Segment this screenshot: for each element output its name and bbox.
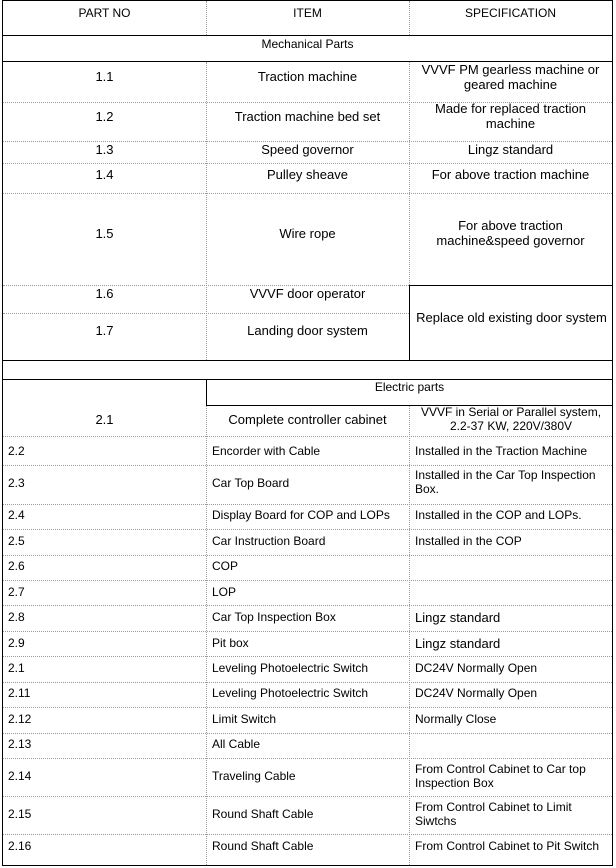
rule-row (3, 436, 612, 437)
section-title-electric: Electric parts (374, 380, 445, 394)
item-name: Speed governor (261, 141, 354, 157)
part-no: 2.5 (8, 534, 25, 548)
col-divider-door-merge (409, 285, 410, 360)
header-part-no: PART NO (78, 6, 131, 20)
part-no: 2.15 (8, 807, 32, 821)
spec-text: Made for replaced traction machine (434, 101, 587, 131)
spec-text: For above traction machine (431, 166, 590, 182)
spec-text: Lingz standard (415, 609, 501, 625)
item-name: All Cable (212, 737, 261, 751)
spec-text: Lingz standard (415, 635, 501, 651)
rule-row (3, 529, 612, 530)
part-no: 1.2 (95, 108, 114, 124)
spec-text: From Control Cabinet to Limit Siwtchs (415, 800, 572, 828)
item-name: Complete controller cabinet (228, 411, 387, 427)
col-divider (409, 406, 410, 865)
spec-text: DC24V Normally Open (415, 661, 538, 675)
spec-text-merged: Replace old existing door system (416, 309, 607, 325)
item-name: COP (212, 559, 239, 573)
item-name: Leveling Photoelectric Switch (212, 686, 369, 700)
item-name: Car Top Inspection Box (212, 610, 336, 624)
spec-text: From Control Cabinet to Pit Switch (415, 839, 600, 853)
spec-text: DC24V Normally Open (415, 686, 538, 700)
item-name: Display Board for COP and LOPs (212, 508, 390, 522)
rule-row (3, 504, 612, 505)
part-no: 2.1 (95, 411, 114, 427)
item-name: Car Top Board (212, 476, 290, 490)
item-name: Landing door system (247, 322, 368, 338)
rule-row (3, 193, 612, 194)
part-no: 2.7 (8, 585, 25, 599)
spec-text: VVVF in Serial or Parallel system, 2.2-37 KW, 220V/380V (420, 405, 602, 433)
part-no: 1.4 (95, 166, 114, 182)
part-no: 2.8 (8, 610, 25, 624)
rule-row (3, 796, 612, 797)
rule-mech-end (2, 360, 613, 361)
part-no: 2.16 (8, 839, 32, 853)
part-no: 2.9 (8, 636, 25, 650)
item-name: LOP (212, 585, 237, 599)
spec-text: Lingz standard (467, 141, 554, 157)
rule-row (3, 834, 612, 835)
rule-door-merge-top (409, 285, 613, 286)
spec-text: Installed in the Car Top Inspection Box. (415, 468, 596, 496)
rule-row (3, 631, 612, 632)
rule-row (3, 733, 612, 734)
spec-text: Installed in the COP (415, 534, 522, 548)
part-no: 2.6 (8, 559, 25, 573)
rule-row (3, 656, 612, 657)
spec-text: For above traction machine&speed governor (436, 218, 585, 248)
part-no: 2.4 (8, 508, 25, 522)
section-title-mechanical: Mechanical Parts (261, 37, 354, 51)
header-specification: SPECIFICATION (464, 6, 557, 20)
item-name: Encorder with Cable (212, 444, 321, 458)
part-no: 2.3 (8, 476, 25, 490)
part-no: 2.12 (8, 712, 32, 726)
part-no: 2.13 (8, 737, 32, 751)
part-no: 1.5 (95, 225, 114, 241)
item-name: Leveling Photoelectric Switch (212, 661, 369, 675)
rule-row (3, 580, 612, 581)
rule-row (3, 758, 612, 759)
part-no: 1.3 (95, 141, 114, 157)
rule-row (3, 707, 612, 708)
header-item: ITEM (293, 6, 322, 20)
part-no: 2.11 (8, 686, 31, 700)
item-name: VVVF door operator (249, 285, 366, 301)
item-name: Traveling Cable (212, 769, 296, 783)
rule-row (3, 465, 612, 466)
item-name: Pit box (212, 636, 249, 650)
part-no: 1.7 (95, 322, 114, 338)
item-name: Limit Switch (212, 712, 277, 726)
spec-text: VVVF PM gearless machine or geared machine (421, 62, 600, 92)
part-no: 1.1 (95, 68, 114, 84)
item-name: Traction machine bed set (234, 108, 381, 124)
spec-text: Normally Close (415, 712, 497, 726)
col-divider (206, 406, 207, 865)
spec-text: From Control Cabinet to Car top Inspection Box (415, 762, 586, 790)
item-name: Traction machine (257, 68, 358, 84)
part-no: 2.2 (8, 444, 25, 458)
part-no: 1.6 (95, 285, 114, 301)
spec-text: Installed in the Traction Machine (415, 444, 588, 458)
spec-text: Installed in the COP and LOPs. (415, 508, 582, 522)
part-no: 2.14 (8, 769, 32, 783)
item-name: Round Shaft Cable (212, 839, 314, 853)
item-name: Wire rope (279, 225, 336, 241)
rule-row (3, 682, 612, 683)
item-name: Round Shaft Cable (212, 807, 314, 821)
rule-row (3, 163, 612, 164)
rule-row (3, 605, 612, 606)
item-name: Car Instruction Board (212, 534, 326, 548)
item-name: Pulley sheave (267, 166, 348, 182)
part-no: 2.1 (8, 661, 25, 675)
rule-row (3, 555, 612, 556)
